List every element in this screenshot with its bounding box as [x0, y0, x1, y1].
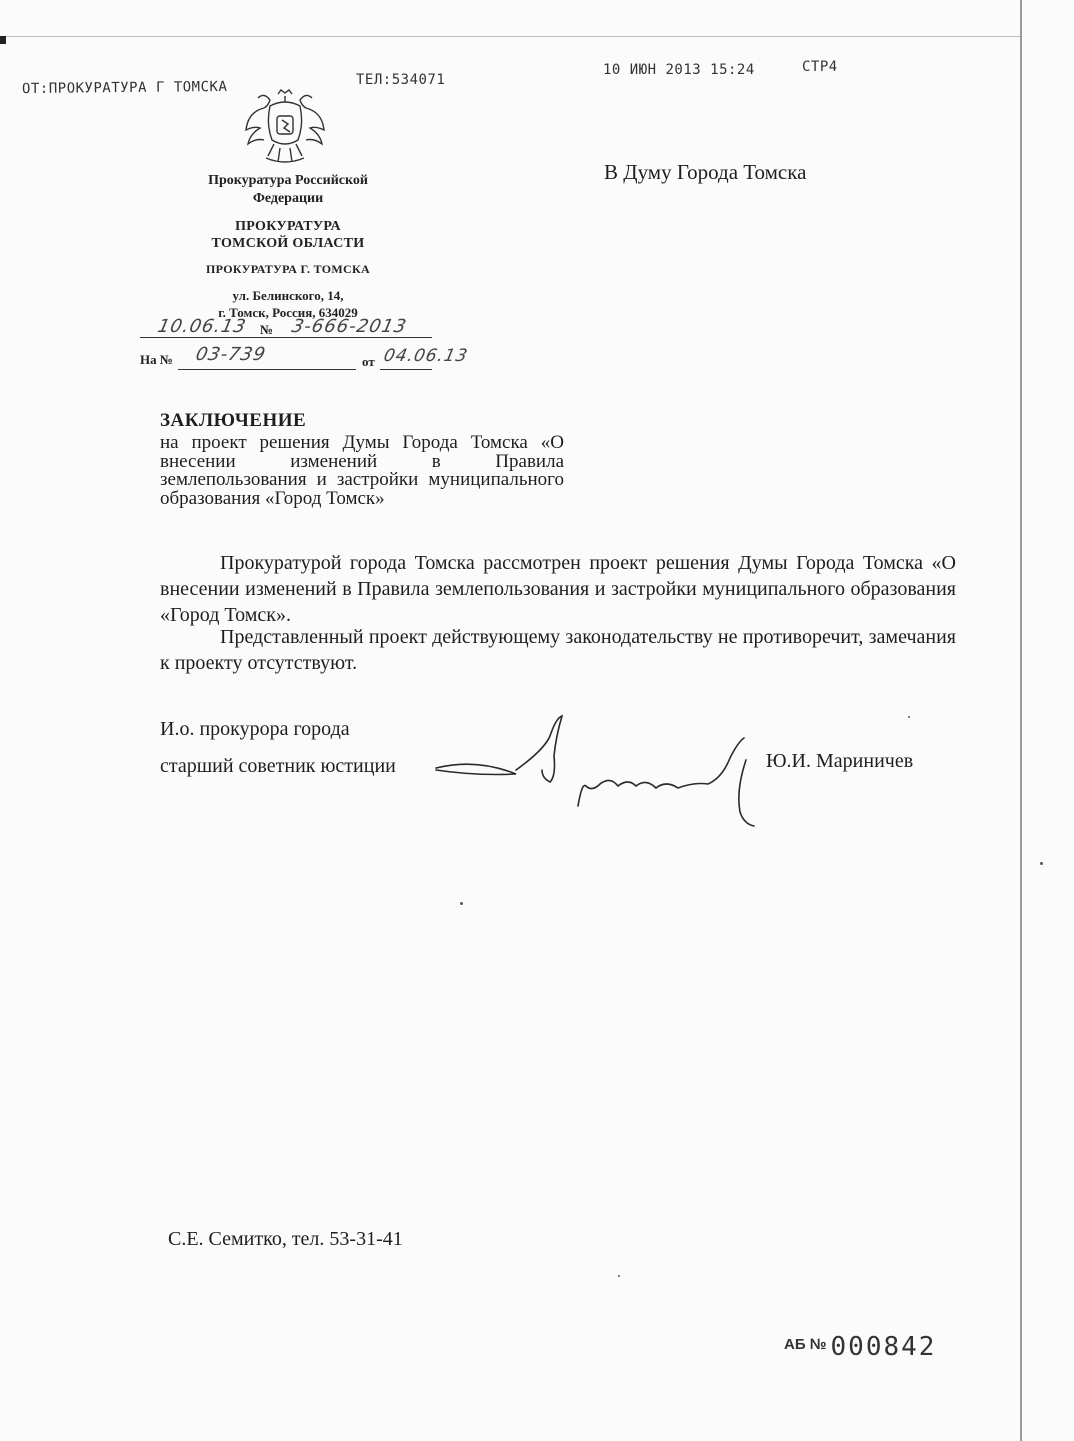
scan-speck [618, 1275, 620, 1277]
reg-date: 10.06.13 [155, 316, 249, 337]
reply-date-line [380, 369, 432, 370]
conclusion-subtitle: на проект решения Думы Города Томска «О внесении изменений в Правила землепользования и застройки муниципального образования «Город Томск» [160, 432, 564, 509]
office-line2: ТОМСКОЙ ОБЛАСТИ [211, 236, 365, 251]
sender-office [150, 218, 426, 252]
reply-number: 03-739 [193, 344, 268, 365]
reply-number-line [178, 369, 356, 370]
sender-org [150, 172, 426, 208]
page-edge-top [0, 36, 1020, 37]
sender-line2: Федерации [252, 191, 324, 206]
reply-number-label: На № [140, 352, 173, 367]
reply-from-label: от [362, 354, 375, 369]
fax-from: ОТ:ПРОКУРАТУРА Г ТОМСКА [21, 78, 228, 98]
scan-speck [908, 716, 910, 718]
reg-number: 3-666-2013 [289, 316, 409, 337]
double-headed-eagle-icon [244, 88, 326, 168]
conclusion-title: ЗАКЛЮЧЕНИЕ [160, 410, 307, 431]
fax-page: СТР4 [802, 59, 838, 75]
office-line1: ПРОКУРАТУРА [235, 219, 341, 234]
executor-contact: С.Е. Семитко, тел. 53-31-41 [168, 1228, 403, 1250]
body-paragraph-1: Прокуратурой города Томска рассмотрен проект решения Думы Города Томска «О внесении изменений в Правила землепользования и застройки муниципального образования «Город Томск». [160, 552, 956, 626]
reply-date: 04.06.13 [381, 346, 470, 366]
form-serial [784, 1332, 936, 1362]
body-paragraph-2: Представленный проект действующему законодательству не противоречит, замечания к проекту отсутствуют. [160, 626, 956, 674]
reg-line [140, 337, 432, 338]
serial-number: 000842 [830, 1332, 937, 1362]
handwritten-signature [430, 708, 780, 828]
scan-speck [1040, 862, 1043, 865]
signatory-position-2: старший советник юстиции [160, 755, 396, 777]
signatory-position-1: И.о. прокурора города [160, 718, 350, 740]
scan-speck [460, 902, 463, 905]
sender-line1: Прокуратура Российской [208, 173, 368, 188]
scan-mark [0, 36, 6, 44]
address-line2: г. Томск, Россия, 634029 [218, 305, 358, 320]
fax-datetime: 10 ИЮН 2013 15:24 [603, 62, 755, 78]
reg-number-label: № [260, 322, 274, 337]
serial-prefix: АБ № [784, 1336, 827, 1353]
signatory-name: Ю.И. Мариничев [766, 750, 914, 772]
page-edge-right [1020, 0, 1022, 1441]
fax-tel: ТЕЛ:534071 [356, 72, 446, 88]
office-line3: ПРОКУРАТУРА Г. ТОМСКА [206, 262, 370, 276]
address-line1: ул. Белинского, 14, [232, 288, 344, 303]
addressee: В Думу Города Томска [604, 160, 807, 184]
